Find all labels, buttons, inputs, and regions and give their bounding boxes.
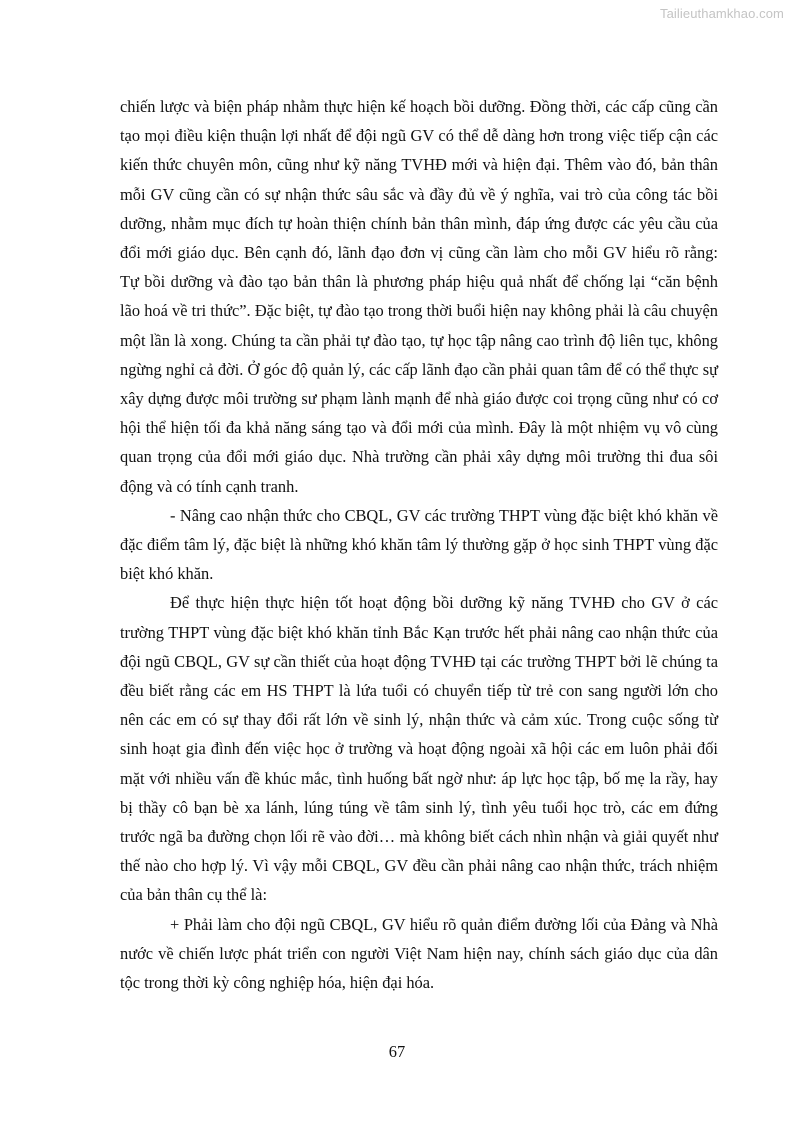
page-number: 67	[388, 1042, 406, 1061]
watermark-text: Tailieuthamkhao.com	[659, 6, 784, 21]
paragraph-plus-item: + Phải làm cho đội ngũ CBQL, GV hiểu rõ quản điểm đường lối của Đảng và Nhà nước về chiến lược phát triển con người Việt Nam hiện nay, chính sách giáo dục của dân tộc trong thời kỳ công nghiệp hóa, hiện đại hóa.	[120, 914, 718, 993]
document-body	[120, 92, 718, 997]
paragraph-implementation: Để thực hiện thực hiện tốt hoạt động bồi dưỡng kỹ năng TVHĐ cho GV ở các trường THPT vùng đặc biệt khó khăn tỉnh Bắc Kạn trước hết phải nâng cao nhận thức của đội ngũ CBQL, GV sự cần thiết của hoạt động TVHĐ tại các trường THPT bởi lẽ chúng ta đều biết rằng các em HS THPT là lứa tuổi có chuyển tiếp từ trẻ con sang người lớn cho nên các em có sự thay đổi rất lớn về sinh lý, nhận thức và cảm xúc. Trong cuộc sống từ sinh hoạt gia đình đến việc học ở trường và hoạt động ngoài xã hội các em luôn phải đối mặt với nhiều vấn đề khúc mắc, tình huống bất ngờ như: áp lực học tập, bố mẹ la rầy, hay bị thầy cô bạn bè xa lánh, lúng túng về tâm sinh lý, tình yêu tuổi học trò, các em đứng trước ngã ba đường chọn lối rẽ vào đời… mà không biết cách nhìn nhận và giải quyết như thế nào cho hợp lý. Vì vậy mỗi CBQL, GV đều cần phải nâng cao nhận thức, trách nhiệm của bản thân cụ thể là:	[120, 593, 718, 905]
paragraph-bullet-awareness: - Nâng cao nhận thức cho CBQL, GV các trường THPT vùng đặc biệt khó khăn về đặc điểm tâm lý, đặc biệt là những khó khăn tâm lý thường gặp ở học sinh THPT vùng đặc biệt khó khăn.	[120, 505, 718, 584]
paragraph-continuation: chiến lược và biện pháp nhằm thực hiện kế hoạch bồi dưỡng. Đồng thời, các cấp cũng cần tạo mọi điều kiện thuận lợi nhất để đội ngũ GV có thể dễ dàng hơn trong việc tiếp cận các kiến thức chuyên môn, cũng như kỹ năng TVHĐ mới và hiện đại. Thêm vào đó, bản thân mỗi GV cũng cần có sự nhận thức sâu sắc và đầy đủ về ý nghĩa, vai trò của công tác bồi dưỡng, nhằm mục đích tự hoàn thiện chính bản thân mình, đáp ứng được các yêu cầu của đổi mới giáo dục. Bên cạnh đó, lãnh đạo đơn vị cũng cần làm cho mỗi GV hiểu rõ rằng: Tự bồi dưỡng và đào tạo bản thân là phương pháp hiệu quả nhất để chống lại “căn bệnh lão hoá về tri thức”. Đặc biệt, tự đào tạo trong thời buổi hiện nay không phải là câu chuyện một lần là xong. Chúng ta cần phải tự đào tạo, tự học tập nâng cao trình độ liên tục, không ngừng nghỉ cả đời. Ở góc độ quản lý, các cấp lãnh đạo cần phải quan tâm để có thể thực sự xây dựng được môi trường sư phạm lành mạnh để nhà giáo được coi trọng cũng như có cơ hội thể hiện tối đa khả năng sáng tạo và đổi mới của mình. Đây là một nhiệm vụ vô cùng quan trọng của đổi mới giáo dục. Nhà trường cần phải xây dựng môi trường thi đua sôi động và có tính cạnh tranh.	[120, 97, 718, 496]
